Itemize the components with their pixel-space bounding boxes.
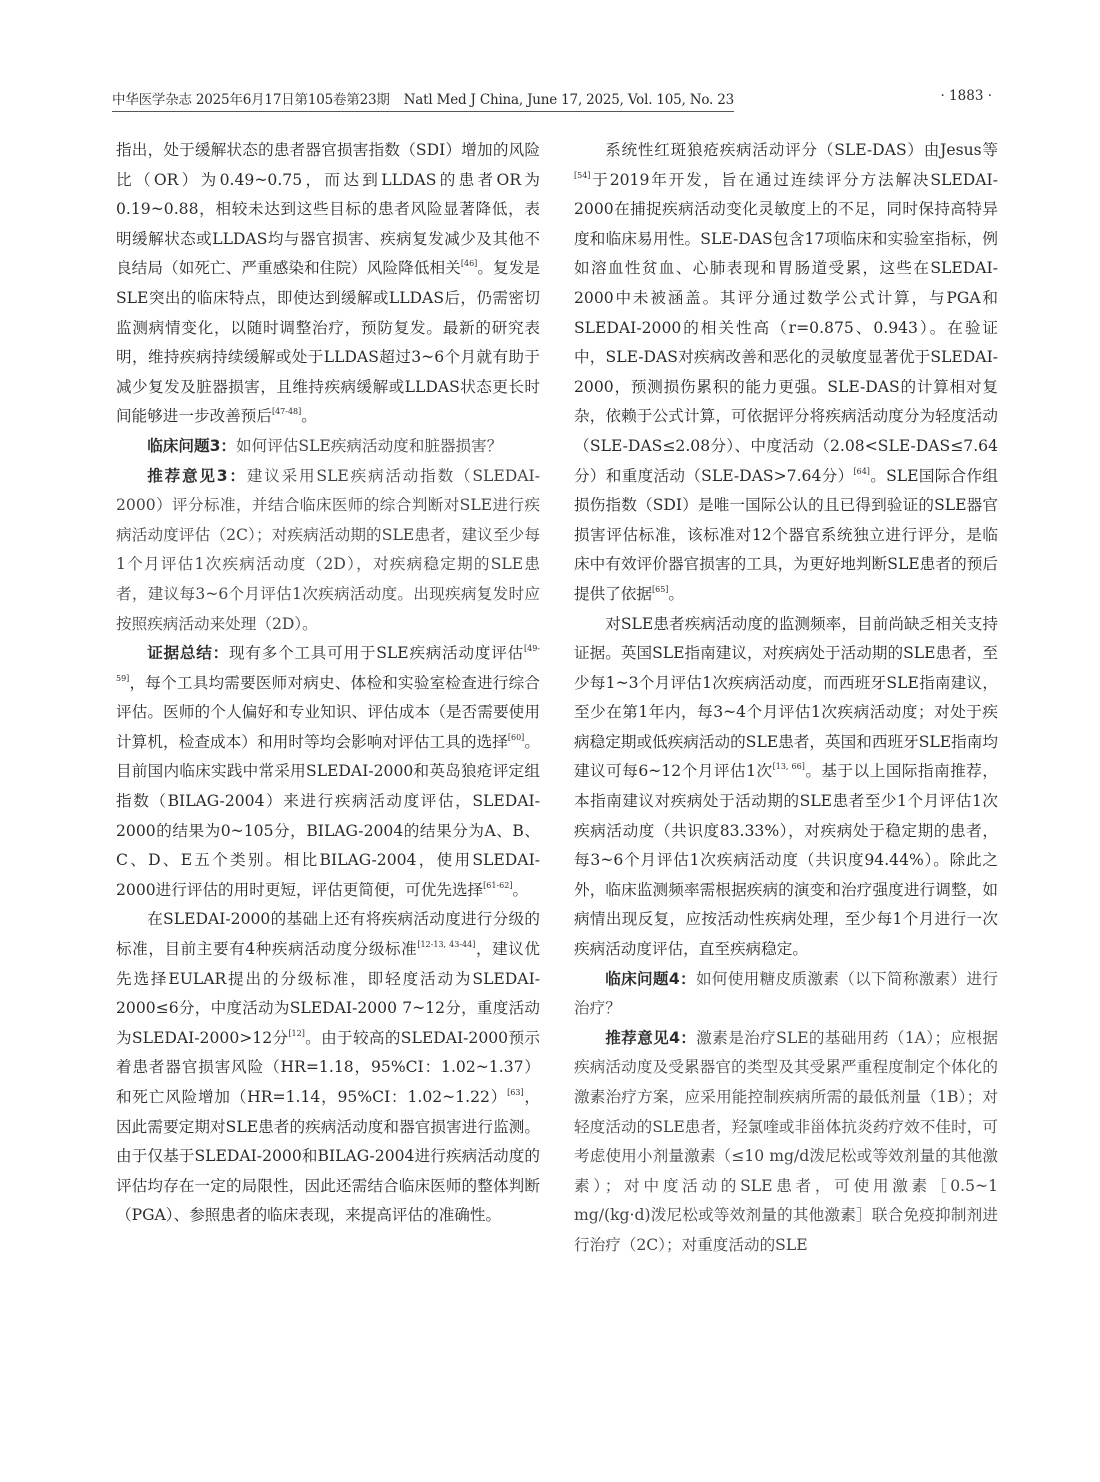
clinical-question-text: 如何评估SLE疾病活动度和脏器损害？ bbox=[236, 436, 503, 455]
text: 现有多个工具可用于SLE疾病活动度评估 bbox=[229, 644, 524, 663]
right-column bbox=[574, 136, 998, 1261]
text: 。复发是SLE突出的临床特点，即使达到缓解或LLDAS后，仍需密切监测病情变化，以随时调整治疗，预防复发。最新的研究表明，维持疾病持续缓解或处于LLDAS超过3~6个月就有助于减少复发及脏器损害，且维持疾病缓解或LLDAS状态更长时间能够进一步改善预后 bbox=[116, 259, 540, 426]
journal-citation-en: Natl Med J China, June 17, 2025, Vol. 105, No. 23 bbox=[403, 92, 735, 108]
text: 于2019年开发，旨在通过连续评分方法解决SLEDAI-2000在捕捉疾病活动变化灵敏度上的不足，同时保持高特异度和临床易用性。SLE-DAS包含17项临床和实验室指标，例如溶血性贫血、心肺表现和胃肠道受累，这些在SLEDAI-2000中未被涵盖。其评分通过数学公式计算，与PGA和SLEDAI-2000的相关性高（r=0.875、0.943）。在验证中，SLE-DAS对疾病改善和恶化的灵敏度显著优于SLEDAI-2000，预测损伤累积的能力更强。SLE-DAS的计算相对复杂，依赖于公式计算，可依据评分将疾病活动度分为轻度活动（SLE-DAS≤2.08分）、中度活动（2.08<SLE-DAS≤7.64分）和重度活动（SLE-DAS>7.64分） bbox=[574, 170, 998, 485]
citation: [47-48] bbox=[271, 407, 302, 417]
citation: [64] bbox=[853, 466, 870, 476]
text: ，建议优先选择EULAR提出的分级标准，即轻度活动为SLEDAI-2000≤6分，中度活动为SLEDAI-2000 7~12分，重度活动为SLEDAI-2000>12分 bbox=[116, 940, 541, 1047]
paragraph-activity-grading bbox=[116, 905, 540, 1231]
text: ，每个工具均需要医师对病史、体检和实验室检查进行综合评估。医师的个人偏好和专业知识、评估成本（是否需要使用计算机，检查成本）和用时等均会影响对评估工具的选择 bbox=[116, 673, 540, 751]
clinical-question-label: 临床问题4： bbox=[605, 969, 696, 988]
recommendation-3 bbox=[116, 462, 540, 640]
citation: [61-62] bbox=[483, 880, 513, 890]
clinical-question-3 bbox=[116, 432, 540, 462]
citation: [65] bbox=[651, 584, 669, 594]
journal-citation bbox=[112, 88, 734, 112]
text: 系统性红斑狼疮疾病活动评分（SLE-DAS）由Jesus等 bbox=[605, 141, 998, 159]
clinical-question-label: 临床问题3： bbox=[147, 436, 237, 455]
text: 。基于以上国际指南推荐，本指南建议对疾病处于活动期的SLE患者至少1个月评估1次疾病活动度（共识度83.33%），对疾病处于稳定期的患者，每3~6个月评估1次疾病活动度（共识度94.44%）。除此之外，临床监测频率需根据疾病的演变和治疗强度进行调整，如病情出现反复，应按活动性疾病处理，至少每1个月进行一次疾病活动度评估，直至疾病稳定。 bbox=[574, 762, 998, 959]
evidence-summary bbox=[116, 639, 540, 905]
citation: [60] bbox=[507, 732, 525, 742]
recommendation-label: 推荐意见3： bbox=[147, 466, 247, 485]
citation: [46] bbox=[460, 259, 478, 269]
recommendation-text: 建议采用SLE疾病活动指数（SLEDAI-2000）评分标准，并结合临床医师的综合判断对SLE进行疾病活动度评估（2C）；对疾病活动期的SLE患者，建议至少每1个月评估1次疾病活动度（2D），对疾病稳定期的SLE患者，建议每3~6个月评估1次疾病活动度。出现疾病复发时应按照疾病活动来处理（2D）。 bbox=[116, 466, 540, 633]
paragraph-monitoring-frequency bbox=[574, 610, 998, 965]
citation: [63] bbox=[507, 1088, 524, 1097]
citation: [12-13, 43-44] bbox=[417, 940, 476, 950]
text: 指出，处于缓解状态的患者器官损害指数（SDI）增加的风险比（OR）为0.49~0.75，而达到LLDAS的患者OR为0.19~0.88，相较未达到这些目标的患者风险显著降低，表明缓解状态或LLDAS均与器官损害、疾病复发减少及其他不良结局（如死亡、严重感染和住院）风险降低相关 bbox=[116, 141, 540, 278]
page-number: · 1883 · bbox=[940, 88, 992, 104]
text: 。由于较高的SLEDAI-2000预示着患者器官损害风险（HR=1.18，95%CI：1.02~1.37）和死亡风险增加（HR=1.14，95%CI：1.02~1.22） bbox=[116, 1028, 540, 1106]
recommendation-text: 激素是治疗SLE的基础用药（1A）；应根据疾病活动度及受累器官的类型及其受累严重程度制定个体化的激素治疗方案，应采用能控制疾病所需的最低剂量（1B）；对轻度活动的SLE患者，羟氯喹或非甾体抗炎药疗效不佳时，可考虑使用小剂量激素（≤10 mg/d泼尼松或等效剂量的其他激素）；对中度活动的SLE患者，可使用激素［0.5~1 mg/(kg·d)泼尼松或等效剂量的其他激素］联合免疫抑制剂进行治疗（2C）；对重度活动的SLE bbox=[574, 1028, 998, 1254]
text: 。目前国内临床实践中常采用SLEDAI-2000和英岛狼疮评定组指数（BILAG-2004）来进行疾病活动度评估，SLEDAI-2000的结果为0~105分，BILAG-2004的结果分为A、B、C、D、E五个类别。相比BILAG-2004，使用SLEDAI-2000进行评估的用时更短，评估更简便，可优先选择 bbox=[116, 732, 540, 899]
journal-citation-cn: 中华医学杂志 2025年6月17日第105卷第23期 bbox=[112, 92, 390, 108]
recommendation-4 bbox=[574, 1024, 998, 1261]
text: 在SLEDAI-2000的基础上还有将疾病活动度进行分级的标准，目前主要有4种疾病活动度分级标准 bbox=[116, 910, 540, 959]
text: 。 bbox=[668, 584, 685, 603]
left-column bbox=[116, 136, 540, 1231]
clinical-question-4 bbox=[574, 965, 998, 1024]
paragraph-remission-outcomes bbox=[116, 136, 540, 432]
text: ，因此需要定期对SLE患者的疾病活动度和器官损害进行监测。由于仅基于SLEDAI-2000和BILAG-2004进行疾病活动度的评估均存在一定的局限性，因此还需结合临床医师的整体判断（PGA）、参照患者的临床表现，来提高评估的准确性。 bbox=[116, 1088, 540, 1225]
citation: [54] bbox=[574, 170, 591, 180]
text: 对SLE患者疾病活动度的监测频率，目前尚缺乏相关支持证据。英国SLE指南建议，对疾病处于活动期的SLE患者，至少每1~3个月评估1次疾病活动度，而西班牙SLE指南建议，至少在第1年内，每3~4个月评估1次疾病活动度；对处于疾病稳定期或低疾病活动的SLE患者，英国和西班牙SLE指南均建议可每6~12个月评估1次 bbox=[574, 614, 998, 781]
text: 。 bbox=[512, 880, 529, 899]
citation: [13, 66] bbox=[772, 762, 805, 772]
running-header bbox=[112, 88, 992, 112]
text: 。 bbox=[301, 407, 317, 426]
evidence-summary-label: 证据总结： bbox=[147, 644, 229, 663]
citation: [49-59] bbox=[116, 644, 540, 683]
citation: [12] bbox=[288, 1028, 305, 1038]
clinical-question-text: 如何使用糖皮质激素（以下简称激素）进行治疗？ bbox=[574, 969, 998, 1018]
recommendation-label: 推荐意见4： bbox=[605, 1028, 697, 1047]
paragraph-sle-das bbox=[574, 136, 998, 610]
text: 。SLE国际合作组损伤指数（SDI）是唯一国际公认的且已得到验证的SLE器官损害评估标准，该标准对12个器官系统独立进行评分，是临床中有效评价器官损害的工具，为更好地判断SLE患者的预后提供了依据 bbox=[574, 466, 999, 603]
